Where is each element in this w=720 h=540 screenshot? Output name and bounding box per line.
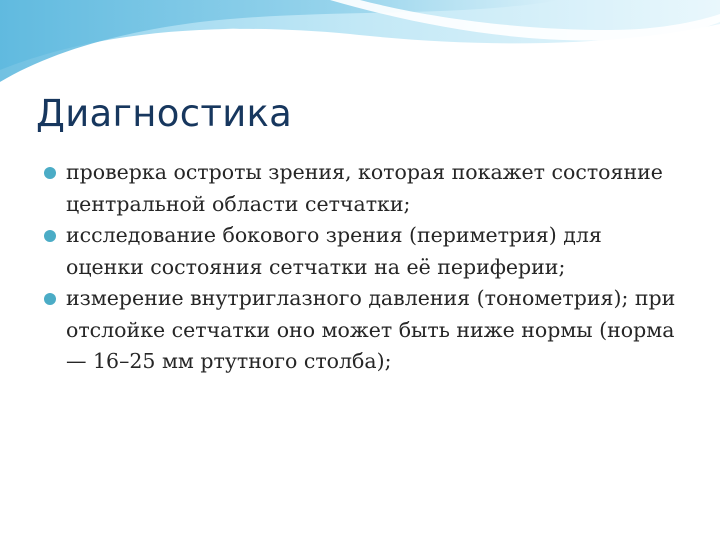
bullet-item-perimetry	[42, 220, 682, 283]
bullet-item-tonometry	[42, 283, 682, 378]
bullet-text: измерение внутриглазного давления (тонометрия); при отслойке сетчатки оно может быть ниже нормы (норма — 16–25 мм ртутного столба);	[66, 286, 676, 373]
slide-title: Диагностика	[36, 92, 293, 135]
header-wave-decoration	[0, 0, 720, 90]
bullet-dot-icon	[44, 167, 56, 179]
bullet-item-visual-acuity	[42, 157, 682, 220]
bullet-dot-icon	[44, 293, 56, 305]
bullet-list	[42, 157, 682, 378]
bullet-text: проверка остроты зрения, которая покажет состояние центральной области сетчатки;	[66, 160, 663, 216]
bullet-dot-icon	[44, 230, 56, 242]
bullet-text: исследование бокового зрения (периметрия) для оценки состояния сетчатки на её периферии;	[66, 223, 602, 279]
